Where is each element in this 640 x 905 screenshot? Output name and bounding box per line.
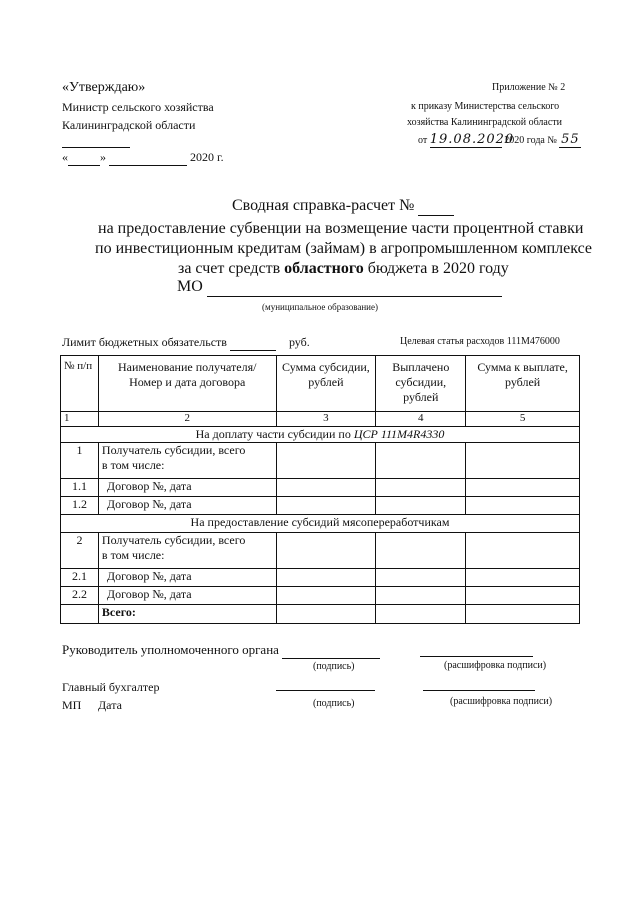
row-to-pay xyxy=(466,533,580,569)
approval-day-blank xyxy=(68,150,100,166)
total-amount xyxy=(276,605,376,624)
head-signature-line xyxy=(62,642,380,659)
approval-heading: «Утверждаю» xyxy=(62,80,146,95)
row-paid xyxy=(376,569,466,587)
limit-unit: руб. xyxy=(288,335,310,349)
row-name: Договор №, дата xyxy=(98,479,276,497)
row-name: Договор №, дата xyxy=(98,497,276,515)
appendix-date-handwritten: 19.08.2020 xyxy=(429,132,515,147)
appendix-number-prefix: № xyxy=(547,135,557,146)
table-row xyxy=(61,533,580,569)
approval-line-2: Калининградской области xyxy=(62,118,196,132)
total-num xyxy=(61,605,99,624)
row-to-pay xyxy=(466,479,580,497)
title-line-4-before: за счет средств xyxy=(178,260,281,277)
appendix-line-1: к приказу Министерства сельского xyxy=(411,101,560,112)
mo-label: МО xyxy=(177,278,203,295)
approval-line-1: Министр сельского хозяйства xyxy=(62,100,214,114)
subsidy-table xyxy=(60,355,580,624)
row-to-pay xyxy=(466,587,580,605)
row-num: 1.1 xyxy=(61,479,99,497)
header-to-pay: Сумма к выплате, рублей xyxy=(466,356,580,412)
approval-month-blank xyxy=(109,150,187,166)
date-label: Дата xyxy=(98,698,122,712)
table-row xyxy=(61,587,580,605)
approval-date xyxy=(62,150,224,166)
title-line-4-bold: областного xyxy=(284,260,364,277)
row-name-line-2: в том числе: xyxy=(101,458,165,472)
approval-signature-line xyxy=(62,147,130,148)
row-name-line-1: Получатель субсидии, всего xyxy=(101,443,246,457)
table-row xyxy=(61,569,580,587)
row-paid xyxy=(376,587,466,605)
row-to-pay xyxy=(466,443,580,479)
row-name: Договор №, дата xyxy=(98,569,276,587)
row-num: 1.2 xyxy=(61,497,99,515)
total-label-text: Всего: xyxy=(101,605,136,619)
col-number-2: 2 xyxy=(98,412,276,427)
section-2-title: На предоставление субсидий мясопереработчикам xyxy=(61,515,580,533)
row-num: 2 xyxy=(61,533,99,569)
head-decode-caption: (расшифровка подписи) xyxy=(444,660,547,671)
row-name-line-1: Получатель субсидии, всего xyxy=(101,533,246,547)
title-line-4-after: бюджета в 2020 году xyxy=(367,260,509,277)
row-num: 1 xyxy=(61,443,99,479)
target-article: Целевая статья расходов 111М476000 xyxy=(400,336,560,347)
table-row xyxy=(61,497,580,515)
section-1-text: На доплату части субсидии по xyxy=(195,427,351,441)
section-1-title xyxy=(61,427,580,443)
appendix-date xyxy=(418,132,581,148)
col-number-5: 5 xyxy=(466,412,580,427)
head-signature-caption: (подпись) xyxy=(313,661,355,672)
section-1-code: ЦСР 111М4R4330 xyxy=(353,427,445,441)
accountant-decode-caption: (расшифровка подписи) xyxy=(450,696,553,707)
row-amount xyxy=(276,497,376,515)
header-name: Наименование получателя/ Номер и дата договора xyxy=(98,356,276,412)
column-number-row xyxy=(61,412,580,427)
approval-date-year: 2020 г. xyxy=(190,150,224,164)
accountant-decode-blank xyxy=(423,690,535,691)
mp-label: МП xyxy=(62,698,82,712)
mo-caption: (муниципальное образование) xyxy=(262,302,378,312)
appendix-line-2: хозяйства Калининградской области xyxy=(407,117,563,128)
appendix-date-suffix: 2020 года xyxy=(504,135,545,146)
header-amount: Сумма субсидии, рублей xyxy=(276,356,376,412)
head-label: Руководитель уполномоченного органа xyxy=(62,642,279,657)
col-number-1: 1 xyxy=(61,412,99,427)
row-name xyxy=(98,443,276,479)
document-title xyxy=(232,197,454,216)
row-paid xyxy=(376,497,466,515)
section-2-row xyxy=(61,515,580,533)
head-decode-blank xyxy=(420,656,533,657)
total-row xyxy=(61,605,580,624)
head-signature-blank xyxy=(282,642,380,659)
header-paid: Выплачено субсидии, рублей xyxy=(376,356,466,412)
table-row xyxy=(61,443,580,479)
row-to-pay xyxy=(466,569,580,587)
accountant-label: Главный бухгалтер xyxy=(62,680,160,694)
total-paid xyxy=(376,605,466,624)
section-1-row xyxy=(61,427,580,443)
document-number-blank xyxy=(418,197,454,216)
limit-line xyxy=(62,335,310,351)
appendix-number-handwritten: 55 xyxy=(561,132,580,147)
appendix-title: Приложение № 2 xyxy=(492,82,566,93)
approval-date-open: « xyxy=(62,150,68,164)
row-name xyxy=(98,533,276,569)
row-paid xyxy=(376,533,466,569)
appendix-date-prefix: от xyxy=(418,135,428,146)
row-paid xyxy=(376,443,466,479)
row-num: 2.1 xyxy=(61,569,99,587)
row-name-line-2: в том числе: xyxy=(101,548,165,562)
row-amount xyxy=(276,587,376,605)
row-name: Договор №, дата xyxy=(98,587,276,605)
col-number-3: 3 xyxy=(276,412,376,427)
limit-blank xyxy=(230,335,276,351)
header-num: № п/п xyxy=(61,356,99,412)
title-line-3: по инвестиционным кредитам (займам) в агропромышленном комплексе xyxy=(95,240,592,257)
row-amount xyxy=(276,569,376,587)
row-to-pay xyxy=(466,497,580,515)
mo-blank xyxy=(207,278,502,297)
approval-date-mid: » xyxy=(100,150,106,164)
limit-label: Лимит бюджетных обязательств xyxy=(62,335,227,349)
accountant-signature-caption: (подпись) xyxy=(313,698,355,709)
row-paid xyxy=(376,479,466,497)
row-amount xyxy=(276,533,376,569)
mo-line xyxy=(177,278,502,297)
header-row xyxy=(61,356,580,412)
row-amount xyxy=(276,443,376,479)
title-line-2: на предоставление субвенции на возмещение части процентной ставки xyxy=(98,220,584,237)
col-number-4: 4 xyxy=(376,412,466,427)
accountant-signature-blank xyxy=(276,690,375,691)
row-amount xyxy=(276,479,376,497)
table-row xyxy=(61,479,580,497)
total-label xyxy=(98,605,276,624)
document-title-text: Сводная справка-расчет № xyxy=(232,197,415,214)
total-to-pay xyxy=(466,605,580,624)
title-line-4 xyxy=(178,260,509,278)
row-num: 2.2 xyxy=(61,587,99,605)
